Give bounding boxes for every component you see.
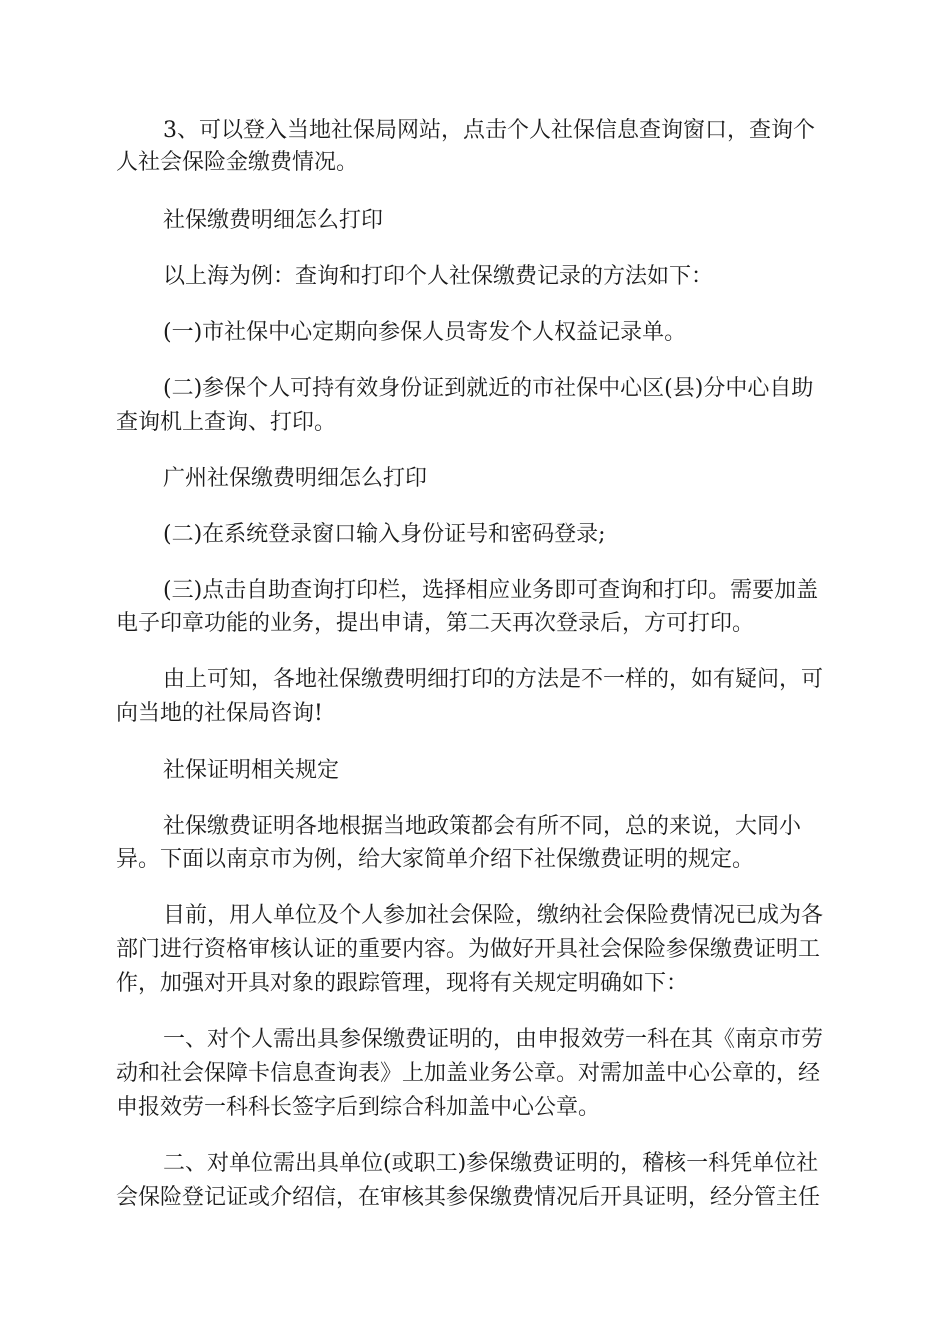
paragraph-rule-1-line-3: 申报效劳一科科长签字后到综合科加盖中心公章。 — [116, 1095, 601, 1120]
section-heading-regulations: 社保证明相关规定 — [163, 758, 340, 783]
paragraph-rule-1-line-1: 一、对个人需出具参保缴费证明的，由申报效劳一科在其《南京市劳 — [163, 1027, 824, 1052]
paragraph-1-line-1: 3、可以登入当地社保局网站，点击个人社保信息查询窗口，查询个 — [163, 118, 815, 143]
paragraph-guangzhou-step-3-line-2: 电子印章功能的业务，提出申请，第二天再次登录后，方可打印。 — [116, 611, 755, 636]
paragraph-summary-line-1: 由上可知，各地社保缴费明细打印的方法是不一样的，如有疑问，可 — [163, 667, 824, 692]
paragraph-1-line-2: 人社会保险金缴费情况。 — [116, 150, 359, 175]
paragraph-summary-line-2: 向当地的社保局咨询! — [116, 701, 323, 726]
paragraph-shanghai-step-2-line-1: (二)参保个人可持有效身份证到就近的市社保中心区(县)分中心自助 — [163, 376, 814, 401]
paragraph-shanghai-intro: 以上海为例：查询和打印个人社保缴费记录的方法如下： — [163, 264, 714, 289]
section-heading-print-details: 社保缴费明细怎么打印 — [163, 208, 384, 233]
section-heading-guangzhou: 广州社保缴费明细怎么打印 — [163, 466, 428, 491]
paragraph-shanghai-step-2-line-2: 查询机上查询、打印。 — [116, 410, 337, 435]
paragraph-rule-2-line-2: 会保险登记证或介绍信，在审核其参保缴费情况后开具证明，经分管主任 — [116, 1185, 821, 1210]
paragraph-regulations-intro-line-2: 异。下面以南京市为例，给大家简单介绍下社保缴费证明的规定。 — [116, 847, 755, 872]
paragraph-guangzhou-step-3-line-1: (三)点击自助查询打印栏，选择相应业务即可查询和打印。需要加盖 — [163, 578, 819, 603]
paragraph-guangzhou-step-2: (二)在系统登录窗口输入身份证号和密码登录; — [163, 522, 606, 547]
paragraph-current-line-2: 部门进行资格审核认证的重要内容。为做好开具社会保险参保缴费证明工 — [116, 937, 821, 962]
paragraph-rule-2-line-1: 二、对单位需出具单位(或职工)参保缴费证明的，稽核一科凭单位社 — [163, 1151, 819, 1176]
paragraph-rule-1-line-2: 动和社会保障卡信息查询表》上加盖业务公章。对需加盖中心公章的，经 — [116, 1061, 821, 1086]
paragraph-shanghai-step-1: (一)市社保中心定期向参保人员寄发个人权益记录单。 — [163, 320, 687, 345]
paragraph-current-line-3: 作，加强对开具对象的跟踪管理，现将有关规定明确如下： — [116, 971, 689, 996]
paragraph-current-line-1: 目前，用人单位及个人参加社会保险，缴纳社会保险费情况已成为各 — [163, 903, 824, 928]
paragraph-regulations-intro-line-1: 社保缴费证明各地根据当地政策都会有所不同，总的来说，大同小 — [163, 814, 802, 839]
